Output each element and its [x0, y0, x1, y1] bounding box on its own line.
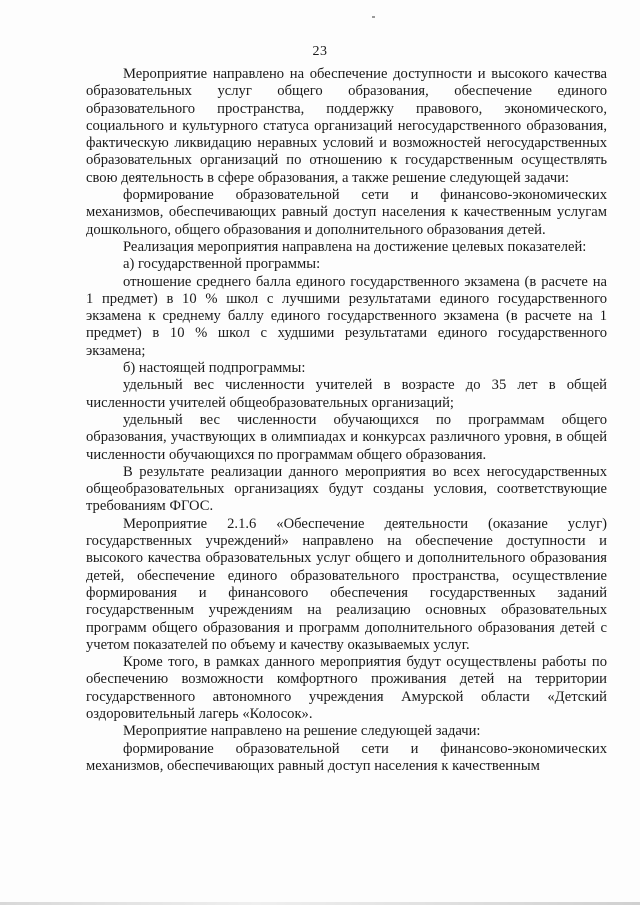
page-number: 23: [312, 44, 328, 59]
paragraph: удельный вес численности учителей в возрасте до 35 лет в общей численности учителей общеобразовательных организаций;: [86, 377, 607, 411]
paragraph: В результате реализации данного мероприятия во всех негосударственных общеобразовательных организациях будут созданы условия, соответствующие требованиям ФГОС.: [86, 463, 607, 515]
paragraph: формирование образовательной сети и финансово-экономических механизмов, обеспечивающих равный доступ населения к качественным: [86, 740, 607, 774]
paragraph: а) государственной программы:: [123, 256, 321, 273]
paragraph: Мероприятие направлено на обеспечение доступности и высокого качества образовательных услуг общего образования, обеспечение единого образовательного пространства, поддержку правового, экономического, социального и культурного статуса организаций негосударственного образования, фактическую ликвидацию неравных условий и возможностей негосударственных образовательных организаций по отношению к государственным осуществлять свою деятельность в сфере образования, а также решение следующей задачи:: [86, 66, 607, 186]
paragraph: Мероприятие направлено на решение следующей задачи:: [123, 723, 481, 740]
paragraph: Кроме того, в рамках данного мероприятия будут осуществлены работы по обеспечению возможности комфортного проживания детей на территории государственного автономного учреждения Амурской области «Детский оздоровительный лагерь «Колосок».: [86, 654, 607, 722]
paragraph: формирование образовательной сети и финансово-экономических механизмов, обеспечивающих равный доступ населения к качественным услугам дошкольного, общего образования и дополнительного образования детей.: [86, 187, 607, 238]
paragraph: б) настоящей подпрограммы:: [123, 360, 306, 377]
document-body: [86, 66, 607, 775]
paragraph: Реализация мероприятия направлена на достижение целевых показателей:: [123, 238, 587, 255]
paragraph: отношение среднего балла единого государственного экзамена (в расчете на 1 предмет) в 10 % школ с лучшими результатами единого государственного экзамена к среднему баллу единого государственного экзамена (в расчете на 1 предмет) в 10 % школ с худшими результатами единого государственного экзамена;: [86, 273, 607, 359]
scan-artifact: [372, 16, 375, 18]
paragraph: Мероприятие 2.1.6 «Обеспечение деятельности (оказание услуг) государственных учреждений» направлено на обеспечение доступности и высокого качества образовательных услуг общего и дополнительного образования детей, обеспечение единого образовательного пространства, осуществление формирования и финансового обеспечения государственных заданий государственным учреждениям на реализацию основных образовательных программ общего образования и программ дополнительного образования детей с учетом показателей по объему и качеству оказываемых услуг.: [86, 515, 607, 653]
paragraph: удельный вес численности обучающихся по программам общего образования, участвующих в олимпиадах и конкурсах различного уровня, в общей численности обучающихся по программам общего образования.: [86, 411, 607, 463]
